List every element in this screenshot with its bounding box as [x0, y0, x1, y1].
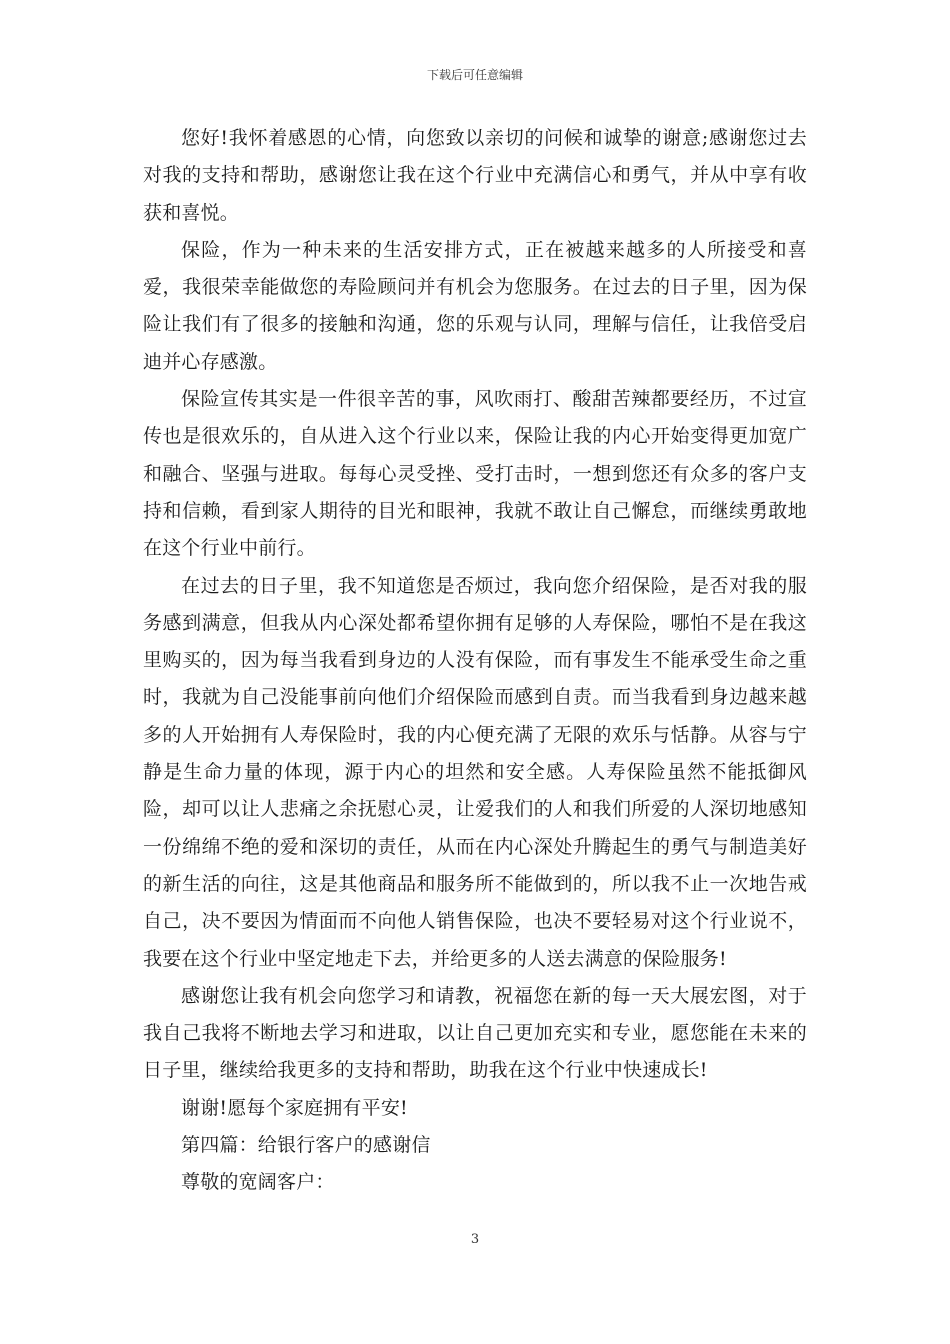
- document-body: [143, 120, 807, 1202]
- page-header: 下载后可任意编辑: [426, 68, 523, 82]
- paragraph-closing: 谢谢!愿每个家庭拥有平安!: [181, 1096, 408, 1119]
- salutation: 尊敬的宽阔客户：: [181, 1171, 335, 1194]
- paragraph-past-days: 在过去的日子里，我不知道您是否烦过，我向您介绍保险，是否对我的服务感到满意，但我从内心深处都希望你拥有足够的人寿保险，哪怕不是在我这里购买的，因为每当我看到身边的人没有保险，而有事发生不能承受生命之重时，我就为自己没能事前向他们介绍保险而感到自责。而当我看到身边越来越多的人开始拥有人寿保险时，我的内心便充满了无限的欢乐与恬静。从容与宁静是生命力量的体现，源于内心的坦然和安全感。人寿保险虽然不能抵御风险，却可以让人悲痛之余抚慰心灵，让爱我们的人和我们所爱的人深切地感知一份绵绵不绝的爱和深切的责任，从而在内心深处升腾起生的勇气与制造美好的新生活的向往，这是其他商品和服务所不能做到的，所以我不止一次地告戒自己，决不要因为情面而不向他人销售保险，也决不要轻易对这个行业说不，我要在这个行业中坚定地走下去，并给更多的人送去满意的保险服务!: [143, 574, 807, 970]
- paragraph-insurance-promotion: 保险宣传其实是一件很辛苦的事，风吹雨打、酸甜苦辣都要经历，不过宣传也是很欢乐的，自从进入这个行业以来，保险让我的内心开始变得更加宽广和融合、坚强与进取。每每心灵受挫、受打击时，一想到您还有众多的客户支持和信赖，看到家人期待的目光和眼神，我就不敢让自己懈怠，而继续勇敢地在这个行业中前行。: [143, 388, 807, 560]
- paragraph-thanks: 感谢您让我有机会向您学习和请教，祝福您在新的每一天大展宏图，对于我自己我将不断地去学习和进取，以让自己更加充实和专业，愿您能在未来的日子里，继续给我更多的支持和帮助，助我在这个行业中快速成长!: [143, 984, 807, 1082]
- page-number: 3: [470, 1232, 480, 1247]
- paragraph-insurance-intro: 保险，作为一种未来的生活安排方式，正在被越来越多的人所接受和喜爱，我很荣幸能做您的寿险顾问并有机会为您服务。在过去的日子里，因为保险让我们有了很多的接触和沟通，您的乐观与认同，理解与信任，让我倍受启迪并心存感激。: [143, 238, 807, 373]
- paragraph-greeting: 您好!我怀着感恩的心情，向您致以亲切的问候和诚挚的谢意;感谢您过去对我的支持和帮助，感谢您让我在这个行业中充满信心和勇气，并从中享有收获和喜悦。: [143, 127, 807, 224]
- section-heading: 第四篇：给银行客户的感谢信: [181, 1134, 431, 1157]
